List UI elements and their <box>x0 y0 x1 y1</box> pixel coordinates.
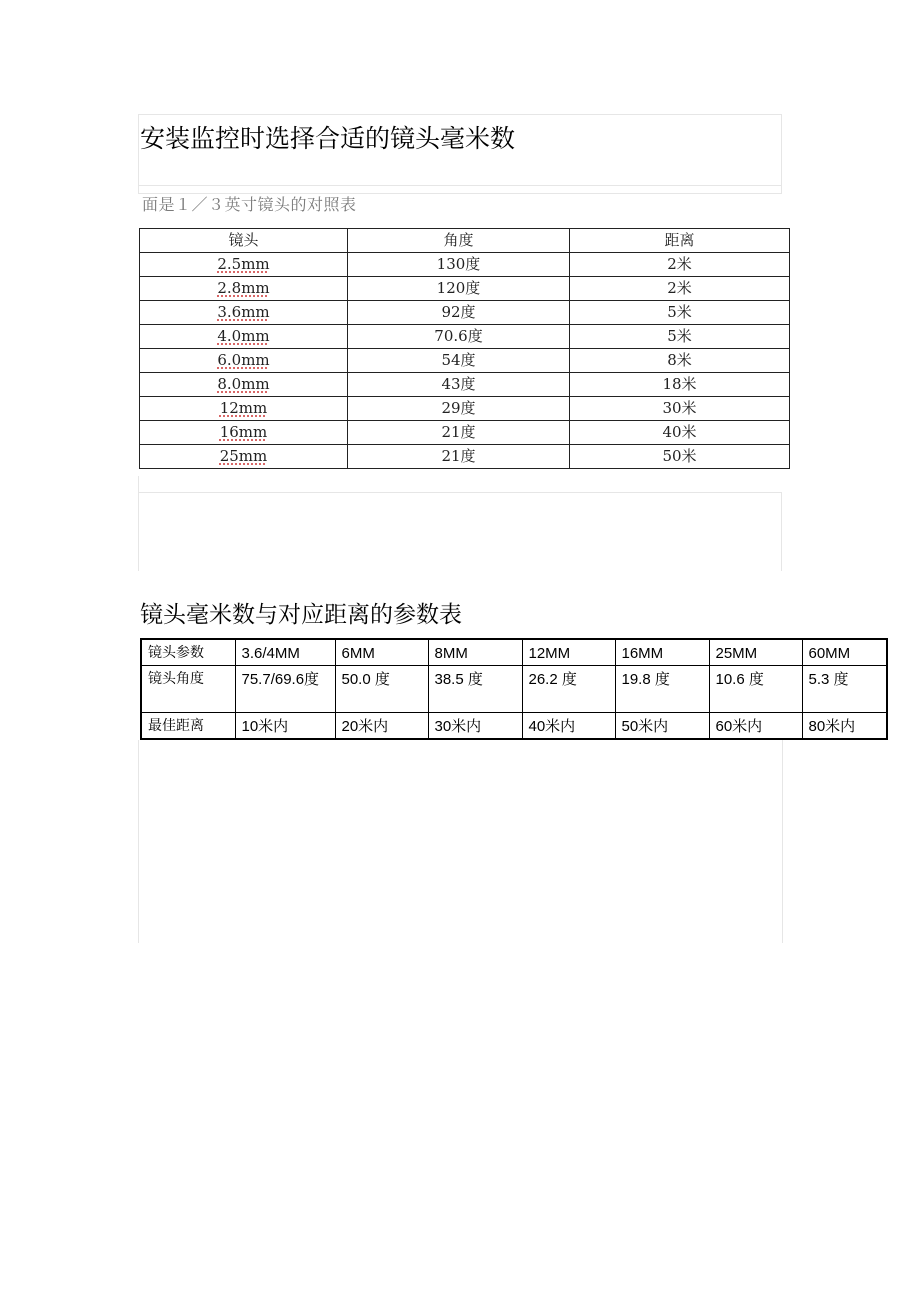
table-cell: 6MM <box>335 639 428 666</box>
lens-cell: 4.0mm <box>140 325 348 349</box>
table-cell: 60米内 <box>709 713 802 740</box>
table-row <box>140 325 790 349</box>
angle-cell: 130度 <box>348 253 570 277</box>
distance-cell: 18米 <box>570 373 790 397</box>
distance-cell: 40米 <box>570 421 790 445</box>
angle-cell: 120度 <box>348 277 570 301</box>
distance-cell: 2米 <box>570 277 790 301</box>
table-cell: 80米内 <box>802 713 887 740</box>
lens-cell: 2.5mm <box>140 253 348 277</box>
table-cell: 25MM <box>709 639 802 666</box>
table-cell: 75.7/69.6度 <box>235 666 335 713</box>
row-label: 最佳距离 <box>141 713 235 740</box>
header-angle: 角度 <box>348 229 570 253</box>
table-cell: 3.6/4MM <box>235 639 335 666</box>
angle-cell: 21度 <box>348 445 570 469</box>
table-cell: 20米内 <box>335 713 428 740</box>
table-cell: 38.5 度 <box>428 666 522 713</box>
table-cell: 50.0 度 <box>335 666 428 713</box>
table-row <box>140 301 790 325</box>
distance-cell: 5米 <box>570 301 790 325</box>
lens-parameter-table <box>140 638 888 740</box>
table-row <box>140 253 790 277</box>
table-row <box>140 349 790 373</box>
frame-guide <box>138 193 782 194</box>
table-cell: 10米内 <box>235 713 335 740</box>
frame-guide <box>138 185 782 186</box>
section2-title: 镜头毫米数与对应距离的参数表 <box>140 602 462 628</box>
frame-guide <box>138 476 139 571</box>
table-cell: 10.6 度 <box>709 666 802 713</box>
table-row <box>140 421 790 445</box>
frame-guide <box>781 114 782 194</box>
angle-cell: 29度 <box>348 397 570 421</box>
lens-cell: 25mm <box>140 445 348 469</box>
angle-cell: 54度 <box>348 349 570 373</box>
table-cell: 60MM <box>802 639 887 666</box>
table-row-lens-angle <box>141 666 887 713</box>
lens-chart-table <box>139 228 790 469</box>
table-cell: 50米内 <box>615 713 709 740</box>
lens-cell: 12mm <box>140 397 348 421</box>
distance-cell: 5米 <box>570 325 790 349</box>
table-cell: 16MM <box>615 639 709 666</box>
frame-guide <box>782 740 783 943</box>
lens-cell: 6.0mm <box>140 349 348 373</box>
table-row-lens-spec <box>141 639 887 666</box>
section1-caption: 面是１／３英寸镜头的对照表 <box>142 195 357 214</box>
row-label: 镜头参数 <box>141 639 235 666</box>
distance-cell: 50米 <box>570 445 790 469</box>
header-distance: 距离 <box>570 229 790 253</box>
frame-guide <box>138 114 139 194</box>
angle-cell: 21度 <box>348 421 570 445</box>
frame-guide <box>138 492 782 493</box>
frame-guide <box>781 492 782 571</box>
table-cell: 26.2 度 <box>522 666 615 713</box>
table-cell: 19.8 度 <box>615 666 709 713</box>
table-row-best-distance <box>141 713 887 740</box>
table-row <box>140 397 790 421</box>
table-cell: 8MM <box>428 639 522 666</box>
distance-cell: 2米 <box>570 253 790 277</box>
distance-cell: 8米 <box>570 349 790 373</box>
table-header-row <box>140 229 790 253</box>
table-cell: 5.3 度 <box>802 666 887 713</box>
lens-cell: 3.6mm <box>140 301 348 325</box>
header-lens: 镜头 <box>140 229 348 253</box>
table-row <box>140 445 790 469</box>
angle-cell: 70.6度 <box>348 325 570 349</box>
table-cell: 30米内 <box>428 713 522 740</box>
table-cell: 12MM <box>522 639 615 666</box>
row-label: 镜头角度 <box>141 666 235 713</box>
table-row <box>140 373 790 397</box>
angle-cell: 43度 <box>348 373 570 397</box>
frame-guide <box>138 740 139 943</box>
table-cell: 40米内 <box>522 713 615 740</box>
lens-cell: 8.0mm <box>140 373 348 397</box>
frame-guide <box>138 114 782 115</box>
angle-cell: 92度 <box>348 301 570 325</box>
table-row <box>140 277 790 301</box>
distance-cell: 30米 <box>570 397 790 421</box>
lens-cell: 16mm <box>140 421 348 445</box>
lens-cell: 2.8mm <box>140 277 348 301</box>
section1-title: 安装监控时选择合适的镜头毫米数 <box>140 124 516 153</box>
